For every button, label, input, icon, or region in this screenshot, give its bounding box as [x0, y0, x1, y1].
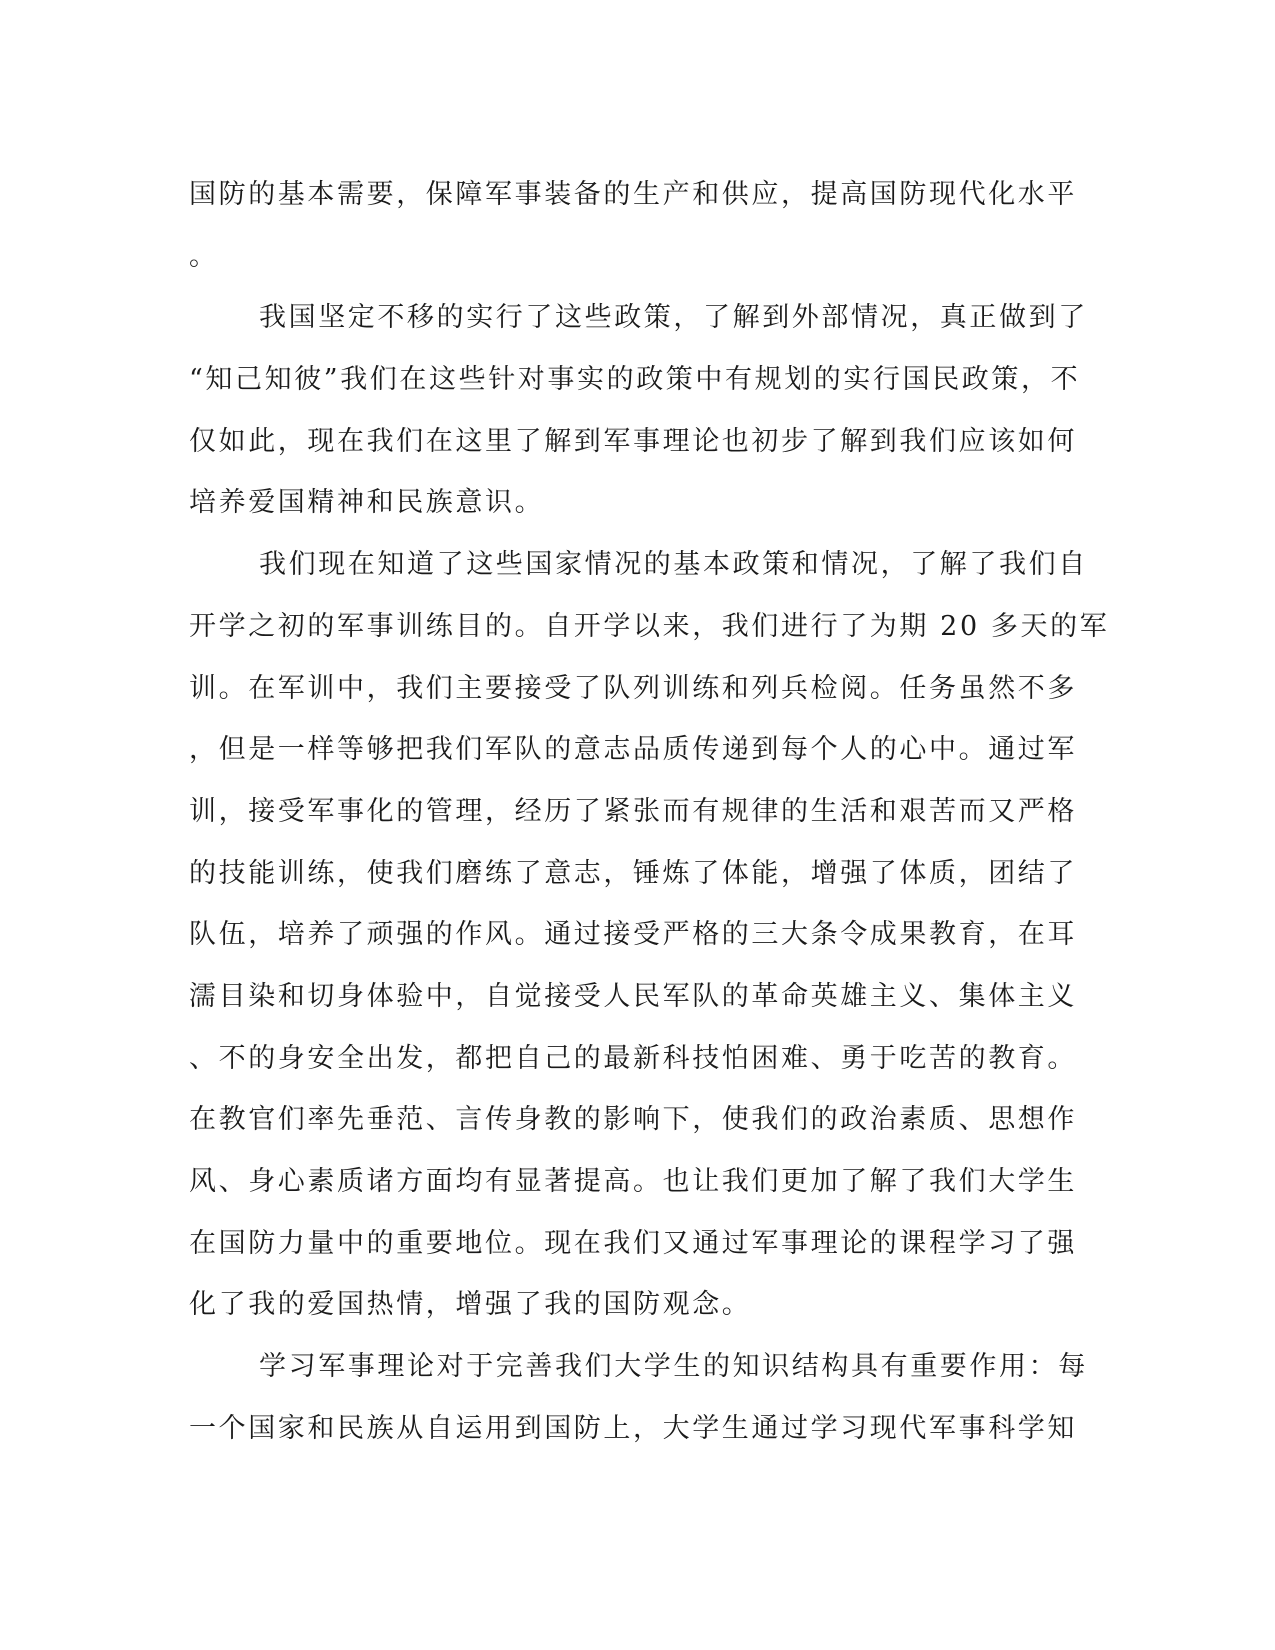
- text-line: 濡目染和切身体验中，自觉接受人民军队的革命英雄主义、集体主义: [189, 980, 1077, 1012]
- text-line: “知己知彼”我们在这些针对事实的政策中有规划的实行国民政策，不: [189, 364, 1081, 396]
- text-line: 化了我的爱国热情，增强了我的国防观念。: [189, 1289, 752, 1321]
- text-line: 在教官们率先垂范、言传身教的影响下，使我们的政治素质、思想作: [189, 1104, 1077, 1136]
- text-line: 的技能训练，使我们磨练了意志，锤炼了体能，增强了体质，团结了: [189, 857, 1077, 889]
- text-line: 开学之初的军事训练目的。自开学以来，我们进行了为期 20 多天的军: [189, 610, 1110, 642]
- text-line: 培养爱国精神和民族意识。: [189, 487, 545, 519]
- text-line: 在国防力量中的重要地位。现在我们又通过军事理论的课程学习了强: [189, 1227, 1077, 1259]
- body-text: [189, 164, 1110, 1459]
- text-line: 仅如此，现在我们在这里了解到军事理论也初步了解到我们应该如何: [189, 425, 1077, 457]
- text-line: 风、身心素质诸方面均有显著提高。也让我们更加了解了我们大学生: [189, 1166, 1077, 1197]
- text-line: 。: [189, 240, 219, 272]
- text-line: 队伍，培养了顽强的作风。通过接受严格的三大条令成果教育，在耳: [189, 919, 1077, 951]
- text-line: 训，接受军事化的管理，经历了紧张而有规律的生活和艰苦而又严格: [189, 795, 1077, 827]
- paragraph-first-line: 我们现在知道了这些国家情况的基本政策和情况，了解了我们自: [259, 549, 1088, 581]
- text-line: 国防的基本需要，保障军事装备的生产和供应，提高国防现代化水平: [189, 179, 1077, 210]
- text-line: 、不的身安全出发，都把自己的最新科技怕困难、勇于吃苦的教育。: [189, 1042, 1077, 1074]
- paragraph-first-line: 我国坚定不移的实行了这些政策，了解到外部情况，真正做到了: [259, 302, 1088, 334]
- text-line: 一个国家和民族从自运用到国防上，大学生通过学习现代军事科学知: [189, 1412, 1077, 1444]
- text-line: 训。在军训中，我们主要接受了队列训练和列兵检阅。任务虽然不多: [189, 672, 1077, 704]
- text-line: ，但是一样等够把我们军队的意志品质传递到每个人的心中。通过军: [189, 734, 1077, 766]
- paragraph-first-line: 学习军事理论对于完善我们大学生的知识结构具有重要作用：每: [259, 1351, 1088, 1383]
